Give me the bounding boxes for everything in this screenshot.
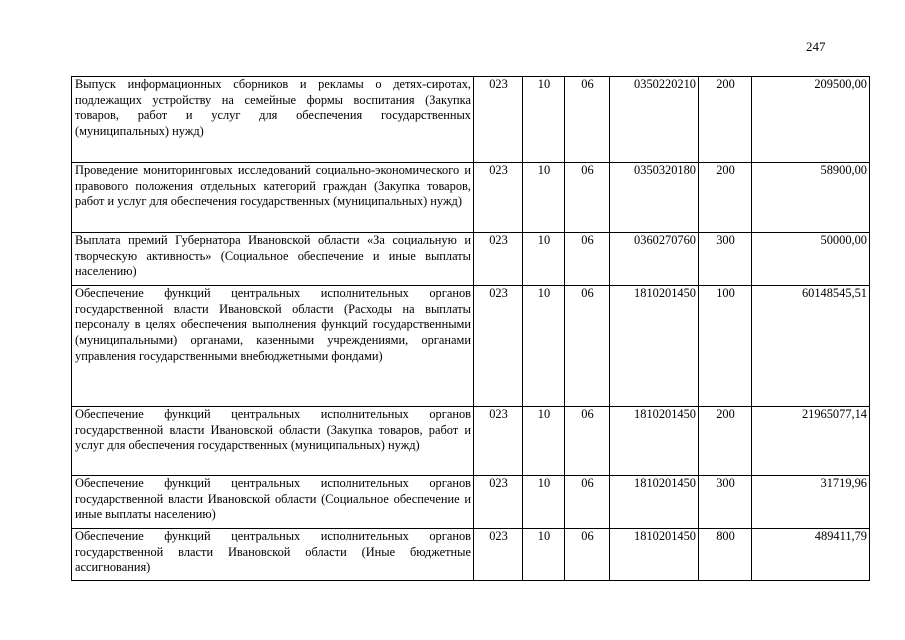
row-description: Обеспечение функций центральных исполнительных органов государственной власти Ивановской области (Расходы на выплаты персоналу в целях обеспечения выполнения функций государственными (муниципальными) органами, казенными учреждениями, органами управления государственными внебюджетными фондами) xyxy=(72,286,474,407)
row-description: Обеспечение функций центральных исполнительных органов государственной власти Ивановской области (Иные бюджетные ассигнования) xyxy=(72,529,474,581)
subsection-code: 06 xyxy=(565,476,610,529)
section-code: 10 xyxy=(523,407,565,476)
table-row xyxy=(72,163,870,233)
target-article: 0350320180 xyxy=(610,163,699,233)
section-code: 10 xyxy=(523,529,565,581)
section-code: 10 xyxy=(523,286,565,407)
amount: 21965077,14 xyxy=(752,407,870,476)
target-article: 1810201450 xyxy=(610,529,699,581)
expense-type: 200 xyxy=(699,163,752,233)
admin-code: 023 xyxy=(474,407,523,476)
subsection-code: 06 xyxy=(565,163,610,233)
table-row xyxy=(72,77,870,163)
subsection-code: 06 xyxy=(565,407,610,476)
amount: 58900,00 xyxy=(752,163,870,233)
admin-code: 023 xyxy=(474,286,523,407)
row-description: Обеспечение функций центральных исполнительных органов государственной власти Ивановской области (Закупка товаров, работ и услуг для обеспечения государственных (муниципальных) нужд) xyxy=(72,407,474,476)
subsection-code: 06 xyxy=(565,286,610,407)
target-article: 1810201450 xyxy=(610,286,699,407)
table-row xyxy=(72,407,870,476)
expense-type: 200 xyxy=(699,77,752,163)
expense-type: 800 xyxy=(699,529,752,581)
subsection-code: 06 xyxy=(565,77,610,163)
admin-code: 023 xyxy=(474,163,523,233)
target-article: 0360270760 xyxy=(610,233,699,286)
row-description: Выпуск информационных сборников и рекламы о детях-сиротах, подлежащих устройству на семейные формы воспитания (Закупка товаров, работ и услуг для обеспечения государственных (муниципальных) нужд) xyxy=(72,77,474,163)
admin-code: 023 xyxy=(474,77,523,163)
target-article: 0350220210 xyxy=(610,77,699,163)
amount: 489411,79 xyxy=(752,529,870,581)
section-code: 10 xyxy=(523,77,565,163)
expense-type: 200 xyxy=(699,407,752,476)
section-code: 10 xyxy=(523,163,565,233)
budget-table xyxy=(71,76,870,581)
section-code: 10 xyxy=(523,233,565,286)
row-description: Проведение мониторинговых исследований социально-экономического и правового положения отдельных категорий граждан (Закупка товаров, работ и услуг для обеспечения государственных (муниципальных) нужд) xyxy=(72,163,474,233)
subsection-code: 06 xyxy=(565,529,610,581)
table-row xyxy=(72,529,870,581)
row-description: Обеспечение функций центральных исполнительных органов государственной власти Ивановской области (Социальное обеспечение и иные выплаты населению) xyxy=(72,476,474,529)
admin-code: 023 xyxy=(474,476,523,529)
row-description: Выплата премий Губернатора Ивановской области «За социальную и творческую активность» (Социальное обеспечение и иные выплаты населению) xyxy=(72,233,474,286)
table-row xyxy=(72,476,870,529)
subsection-code: 06 xyxy=(565,233,610,286)
admin-code: 023 xyxy=(474,233,523,286)
amount: 60148545,51 xyxy=(752,286,870,407)
page-number: 247 xyxy=(806,39,826,54)
amount: 50000,00 xyxy=(752,233,870,286)
table-row xyxy=(72,286,870,407)
amount: 209500,00 xyxy=(752,77,870,163)
expense-type: 100 xyxy=(699,286,752,407)
table-row xyxy=(72,233,870,286)
target-article: 1810201450 xyxy=(610,407,699,476)
amount: 31719,96 xyxy=(752,476,870,529)
section-code: 10 xyxy=(523,476,565,529)
expense-type: 300 xyxy=(699,233,752,286)
admin-code: 023 xyxy=(474,529,523,581)
expense-type: 300 xyxy=(699,476,752,529)
target-article: 1810201450 xyxy=(610,476,699,529)
